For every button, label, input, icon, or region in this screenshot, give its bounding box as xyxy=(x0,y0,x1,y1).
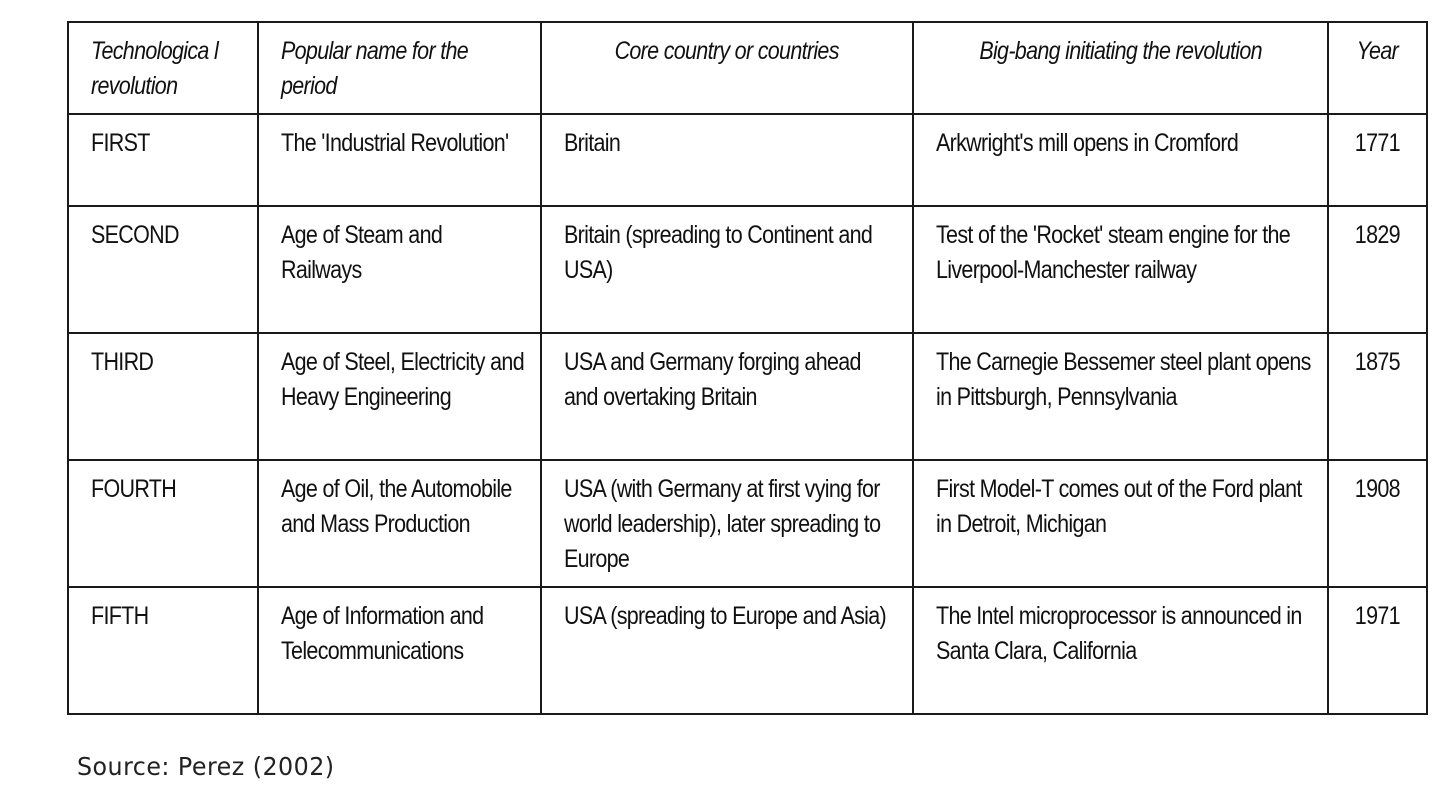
cell-countries xyxy=(541,460,913,587)
cell-revolution xyxy=(68,206,258,333)
header-core-countries xyxy=(541,22,913,114)
cell-text: 1971 xyxy=(1354,602,1401,630)
header-year xyxy=(1328,22,1427,114)
cell-text: FIRST xyxy=(91,129,150,157)
cell-year xyxy=(1328,206,1427,333)
cell-text: 1875 xyxy=(1354,348,1401,376)
header-text: Core country or countries xyxy=(614,37,840,65)
cell-text: Age of Steel, Electricity and Heavy Engineering xyxy=(281,348,524,411)
header-text: Big-bang initiating the revolution xyxy=(979,37,1262,65)
revolutions-table-container xyxy=(67,21,1426,715)
cell-name xyxy=(258,460,541,587)
cell-revolution xyxy=(68,587,258,714)
cell-countries xyxy=(541,206,913,333)
cell-text: Test of the 'Rocket' steam engine for the Liverpool-Manchester railway xyxy=(936,221,1291,284)
technological-revolutions-table xyxy=(67,21,1428,715)
cell-text: USA and Germany forging ahead and overtaking Britain xyxy=(564,348,861,411)
cell-year xyxy=(1328,333,1427,460)
cell-text: The 'Industrial Revolution' xyxy=(281,129,509,157)
cell-year xyxy=(1328,114,1427,206)
header-big-bang xyxy=(913,22,1328,114)
cell-text: Age of Oil, the Automobile and Mass Production xyxy=(281,475,512,538)
cell-big-bang xyxy=(913,460,1328,587)
cell-text: The Intel microprocessor is announced in Santa Clara, California xyxy=(936,602,1302,665)
header-text: Popular name for the period xyxy=(281,37,469,100)
header-technological-revolution xyxy=(68,22,258,114)
cell-countries xyxy=(541,114,913,206)
cell-name xyxy=(258,206,541,333)
table-row xyxy=(68,114,1427,206)
cell-big-bang xyxy=(913,114,1328,206)
cell-revolution xyxy=(68,114,258,206)
cell-revolution xyxy=(68,333,258,460)
cell-text: FIFTH xyxy=(91,602,149,630)
cell-big-bang xyxy=(913,333,1328,460)
cell-text: The Carnegie Bessemer steel plant opens in Pittsburgh, Pennsylvania xyxy=(936,348,1311,411)
cell-text: USA (spreading to Europe and Asia) xyxy=(564,602,887,630)
cell-text: First Model-T comes out of the Ford plant in Detroit, Michigan xyxy=(936,475,1302,538)
cell-year xyxy=(1328,587,1427,714)
cell-text: Arkwright's mill opens in Cromford xyxy=(936,129,1239,157)
table-row xyxy=(68,333,1427,460)
cell-text: Britain xyxy=(564,129,621,157)
cell-countries xyxy=(541,333,913,460)
cell-text: Britain (spreading to Continent and USA) xyxy=(564,221,873,284)
table-row xyxy=(68,587,1427,714)
table-header-row xyxy=(68,22,1427,114)
cell-year xyxy=(1328,460,1427,587)
cell-text: 1829 xyxy=(1354,221,1401,249)
table-row xyxy=(68,460,1427,587)
cell-text: THIRD xyxy=(91,348,154,376)
header-popular-name xyxy=(258,22,541,114)
cell-name xyxy=(258,587,541,714)
cell-text: SECOND xyxy=(91,221,179,249)
cell-text: USA (with Germany at first vying for world leadership), later spreading to Europe xyxy=(564,475,881,573)
cell-countries xyxy=(541,587,913,714)
source-caption: Source: Perez (2002) xyxy=(77,752,335,781)
header-text: Technologica l revolution xyxy=(91,37,219,100)
header-text: Year xyxy=(1356,37,1399,65)
cell-text: 1771 xyxy=(1354,129,1401,157)
cell-big-bang xyxy=(913,587,1328,714)
cell-revolution xyxy=(68,460,258,587)
cell-text: Age of Steam and Railways xyxy=(281,221,443,284)
cell-name xyxy=(258,333,541,460)
cell-text: FOURTH xyxy=(91,475,177,503)
cell-name xyxy=(258,114,541,206)
cell-text: Age of Information and Telecommunications xyxy=(281,602,484,665)
table-row xyxy=(68,206,1427,333)
cell-big-bang xyxy=(913,206,1328,333)
cell-text: 1908 xyxy=(1354,475,1401,503)
